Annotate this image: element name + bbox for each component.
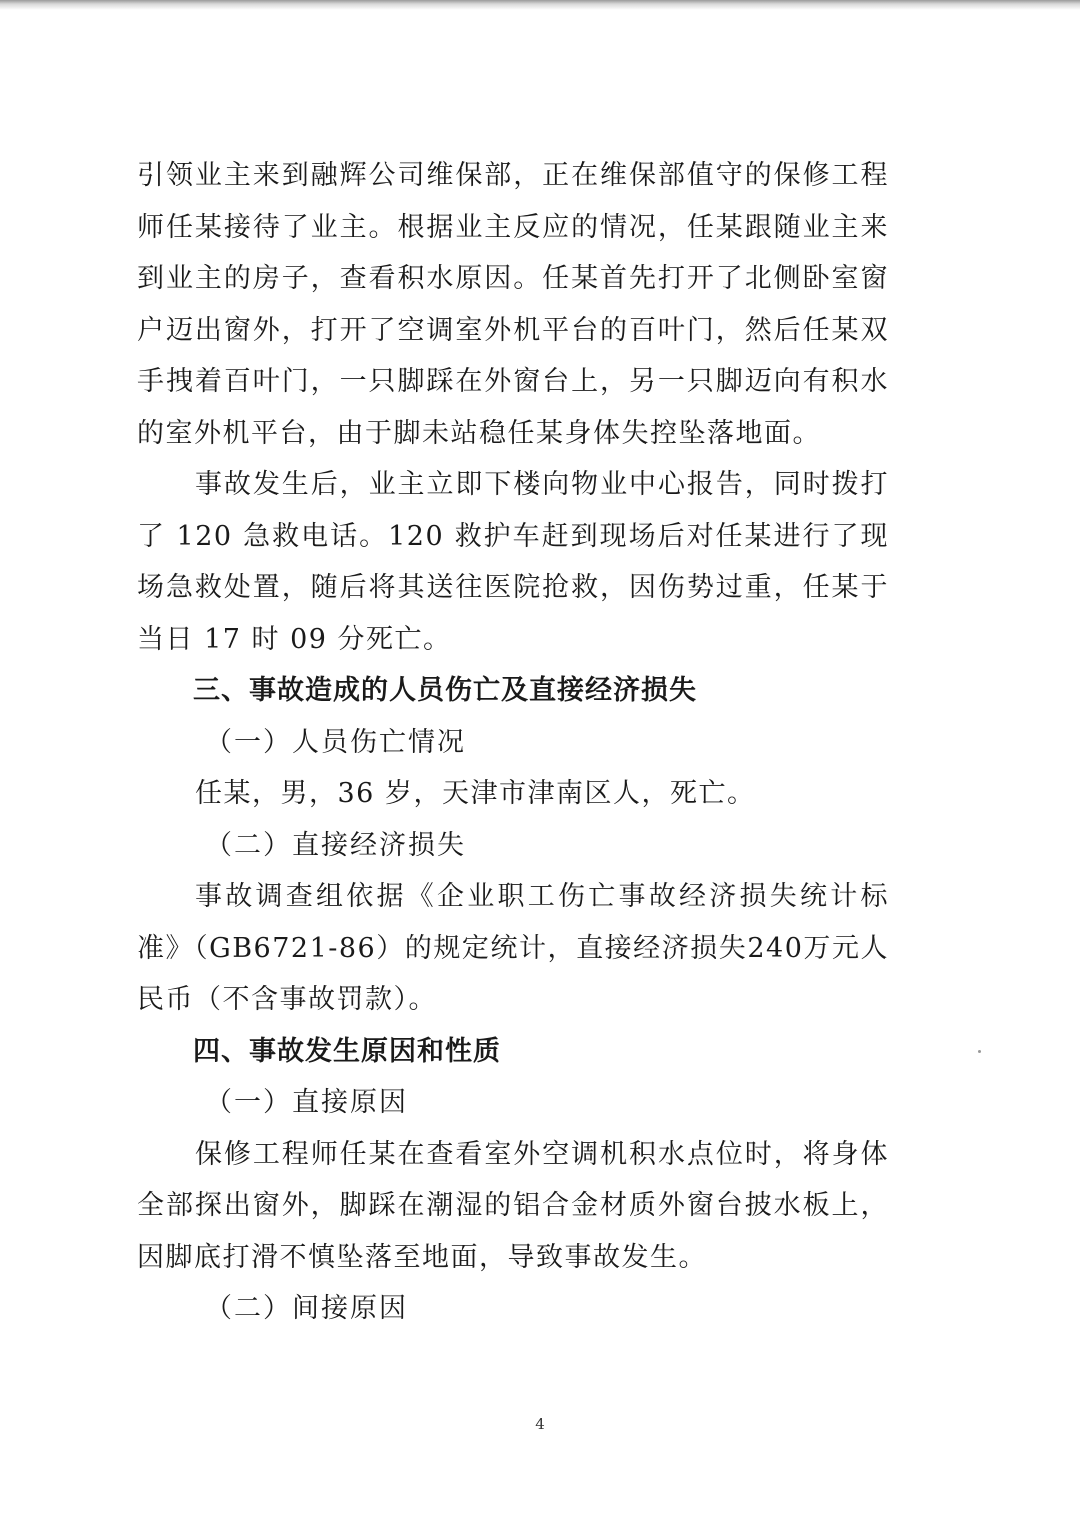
section-heading-causes: 四、事故发生原因和性质 xyxy=(193,1035,501,1067)
subheading-casualties: （一）人员伤亡情况 xyxy=(205,726,466,758)
scan-edge xyxy=(0,0,1080,10)
paragraph-casualties: 任某，男，36 岁，天津市津南区人，死亡。 xyxy=(195,778,756,809)
section-heading-casualties: 三、事故造成的人员伤亡及直接经济损失 xyxy=(193,675,697,706)
paragraph-direct-cause: 保修工程师任某在查看室外空调机积水点位时，将身体全部探出窗外，脚踩在潮湿的铝合金材质外窗台披水板上，因脚底打滑不慎坠落至地面，导致事故发生。 xyxy=(137,1138,889,1273)
subheading-direct-cause: （一）直接原因 xyxy=(205,1087,408,1118)
paragraph-economic-loss: 事故调查组依据《企业职工伤亡事故经济损失统计标准》（GB6721-86）的规定统计，直接经济损失240万元人民币（不含事故罚款）。 xyxy=(137,881,889,1015)
paragraph-incident-process: 引领业主来到融辉公司维保部，正在维保部值守的保修工程师任某接待了业主。根据业主反应的情况，任某跟随业主来到业主的房子，查看积水原因。任某首先打开了北侧卧室窗户迈出窗外，打开了空调室外机平台的百叶门，然后任某双手拽着百叶门，一只脚踩在外窗台上，另一只脚迈向有积水的室外机平台，由于脚未站稳任某身体失控坠落地面。 xyxy=(137,160,889,449)
document-body xyxy=(137,150,889,1335)
scan-speck xyxy=(978,1050,981,1053)
page-number: 4 xyxy=(535,1415,545,1433)
subheading-economic-loss: （二）直接经济损失 xyxy=(205,829,466,861)
paragraph-after-incident: 事故发生后，业主立即下楼向物业中心报告，同时拨打了 120 急救电话。120 救护车赶到现场后对任某进行了现场急救处置，随后将其送往医院抢救，因伤势过重，任某于当日 17 时 09 分死亡。 xyxy=(137,469,889,655)
subheading-indirect-cause: （二）间接原因 xyxy=(205,1293,408,1324)
